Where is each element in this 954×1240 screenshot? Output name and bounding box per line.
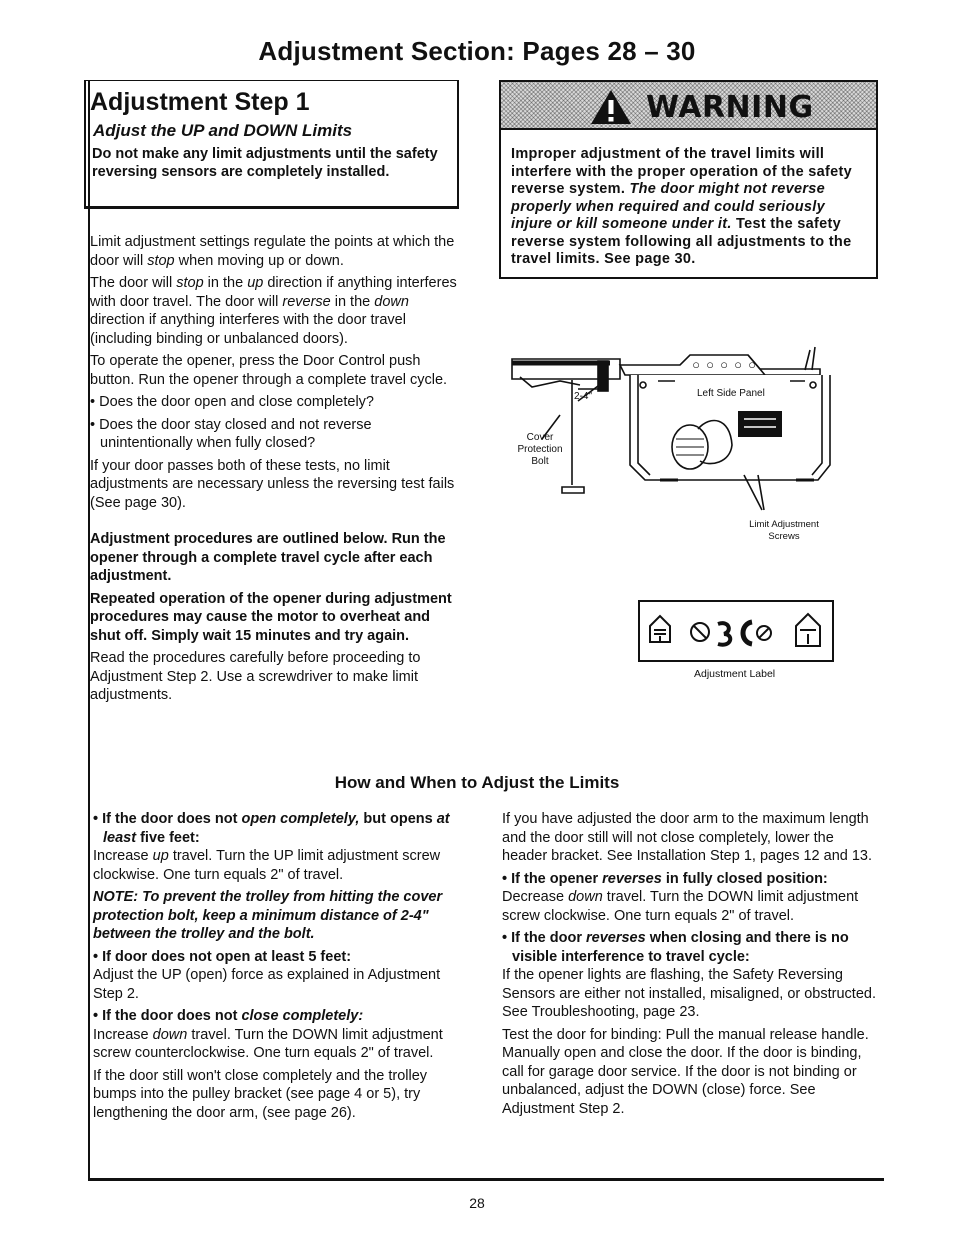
adjustment-label-icons <box>640 602 832 660</box>
intro-paragraph: To operate the opener, press the Door Control push button. Run the opener through a complete travel cycle. <box>90 353 448 388</box>
step-subtitle: Adjust the UP and DOWN Limits <box>93 121 353 140</box>
overheat-note: Repeated operation of the opener during adjustment procedures may cause the motor to overheat and shut off. Simply wait 15 minutes and try again. <box>90 590 452 644</box>
case-text: Test the door for binding: Pull the manual release handle. Manually open and close the door. If the door is binding, call for garage door service. If the door is not binding or unbalanced, adjust the DOWN (close) force. See Adjustment Step 2. <box>502 1026 869 1117</box>
case-text: Increase up travel. Turn the UP limit adjustment screw clockwise. One turn equals 2" of travel. <box>93 848 441 883</box>
procedure-note: Adjustment procedures are outlined below. Run the opener through a complete travel cycle after each adjustment. <box>90 531 446 584</box>
case-text: Adjust the UP (open) force as explained in Adjustment Step 2. <box>93 967 441 1002</box>
case-text: Decrease down travel. Turn the DOWN limit adjustment screw clockwise. One turn equals 2" of travel. <box>502 889 859 924</box>
opener-diagram <box>500 335 840 550</box>
left-side-panel-label: Left Side Panel <box>697 388 765 399</box>
case-heading: • If the opener reverses in fully closed position: <box>502 870 828 887</box>
svg-text:○: ○ <box>706 357 714 372</box>
how-left-column <box>93 810 468 1126</box>
cover-protection-bolt-label: Cover Protection Bolt <box>517 432 563 467</box>
how-right-column <box>502 810 882 1122</box>
garage-door-up-icon <box>796 614 820 646</box>
section-title: How and When to Adjust the Limits <box>334 773 620 792</box>
garage-door-down-icon <box>650 616 670 642</box>
step-title: Adjustment Step 1 <box>90 88 310 116</box>
step-caution: Do not make any limit adjustments until the safety reversing sensors are completely installed. <box>92 146 438 180</box>
case-heading: • If the door does not close completely: <box>93 1008 364 1024</box>
case-heading: • If the door reverses when closing and there is no visible interference to travel cycle: <box>502 930 849 965</box>
case-heading: • If the door does not open completely, but opens at least five feet: <box>93 811 450 846</box>
case-text: If the opener lights are flashing, the Safety Reversing Sensors are either not installed, misaligned, or obstructed. See Troubleshooting, page 23. <box>502 967 876 1020</box>
dimension-label: 2-4" <box>574 391 593 402</box>
warning-text: Improper adjustment of the travel limits will interfere with the proper operation of the safety reverse system. The door might not reverse properly when required and could seriously injure or kill someone under it. Test the safety reverse system following all adjustments to the travel limits. See page 30. <box>511 146 852 267</box>
limit-adjustment-screws-label: Limit Adjustment Screws <box>749 519 819 542</box>
adjustment-label-box <box>638 600 834 662</box>
case-text: If the door still won't close completely and the trolley bumps into the pulley bracket (see page 4 or 5), try lengthening the door arm, (see page 26). <box>93 1067 428 1121</box>
svg-text:○: ○ <box>720 357 728 372</box>
bottom-rule <box>88 1178 884 1181</box>
no-symbol-icon <box>691 623 709 641</box>
svg-text:○: ○ <box>692 357 700 372</box>
warning-box <box>499 80 878 279</box>
question-bullet: • Does the door stay closed and not reverse unintentionally when fully closed? <box>90 416 372 451</box>
adjustment-label-caption: Adjustment Label <box>694 668 776 680</box>
intro-column <box>90 233 460 709</box>
intro-paragraph: The door will stop in the up direction if anything interferes with door travel. The door will reverse in the down direction if anything interferes with the door travel (including binding or unbalanced doors). <box>90 275 457 347</box>
page-title: Adjustment Section: Pages 28 – 30 <box>258 36 696 66</box>
case-text: Increase down travel. Turn the DOWN limit adjustment screw counterclockwise. One turn equals 2" of travel. <box>93 1026 443 1061</box>
question-bullet: • Does the door open and close completely? <box>90 394 374 410</box>
intro-paragraph: Read the procedures carefully before proceeding to Adjustment Step 2. Use a screwdriver to make limit adjustments. <box>90 650 421 703</box>
page-number: 28 <box>469 1195 485 1211</box>
case-text: If you have adjusted the door arm to the maximum length and the door still will not close completely, lower the header bracket. See Installation Step 1, pages 12 and 13. <box>502 811 873 864</box>
svg-text:○: ○ <box>734 357 742 372</box>
case-heading: • If door does not open at least 5 feet: <box>93 948 352 965</box>
intro-paragraph: Limit adjustment settings regulate the points at which the door will stop when moving up or down. <box>90 234 455 269</box>
svg-text:○: ○ <box>748 357 756 372</box>
screw-icon <box>718 622 771 645</box>
warning-triangle-icon <box>589 88 633 126</box>
warning-word: WARNING <box>646 90 814 125</box>
intro-paragraph: If your door passes both of these tests, no limit adjustments are necessary unless the reversing test fails (See page 30). <box>90 457 455 511</box>
trolley-note: NOTE: To prevent the trolley from hitting the cover protection bolt, keep a minimum distance of 2-4" between the trolley and the bolt. <box>93 889 443 942</box>
